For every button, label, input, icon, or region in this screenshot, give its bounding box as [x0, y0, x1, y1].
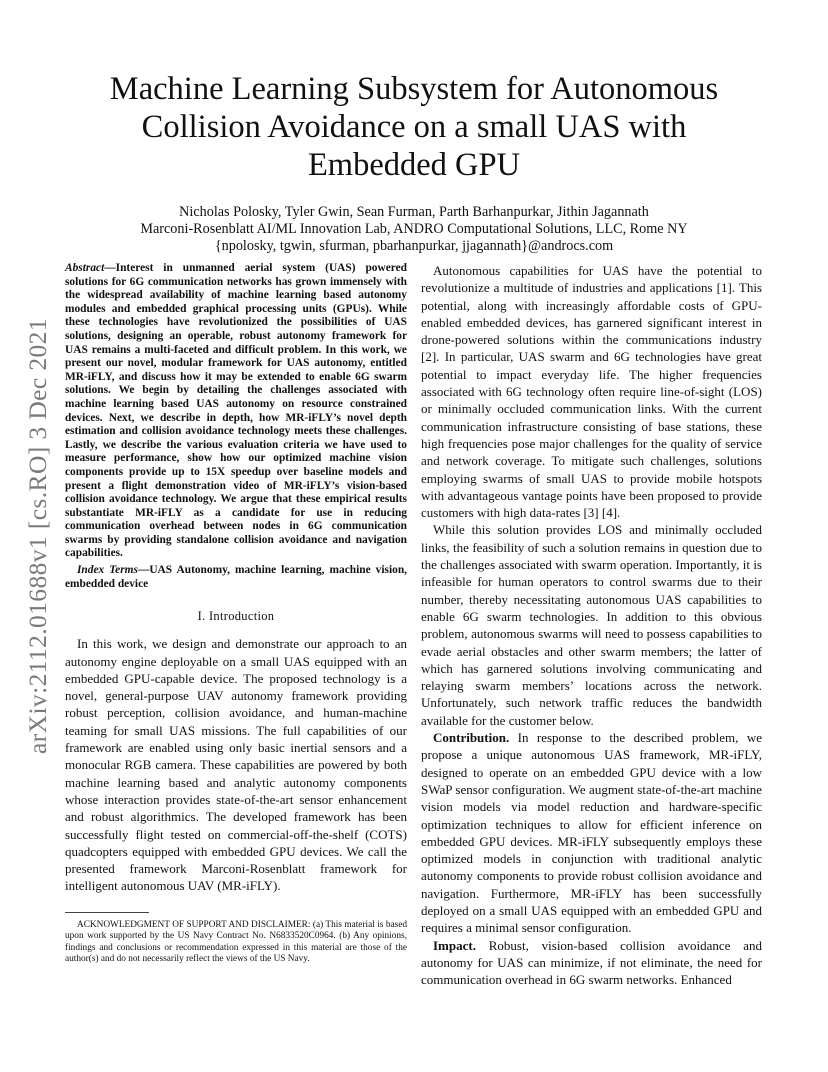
contribution-paragraph	[421, 729, 762, 937]
title-line: Machine Learning Subsystem for Autonomous	[109, 71, 719, 107]
section-heading-introduction: I. Introduction	[197, 609, 275, 624]
contribution-text: In response to the described problem, we propose a unique autonomous UAS framework, MR-iFLY, designed to operate on an embedded GPU device with a low SWaP sensor configuration. We augment state-of-the-art machine vision models via model reduction and hardware-specific optimization techniques to allow for efficient inference on embedded GPU devices. MR-iFLY subsequently employs these optimized models in conjunction with traditional analytic autonomy components to provide robust collision avoidance and navigation. Furthermore, MR-iFLY has been successfully deployed on a small UAS equipped with an embedded GPU and requires a minimal sensor configuration.	[421, 730, 762, 936]
arxiv-sidebar	[0, 0, 60, 1072]
acknowledgment-footnote: ACKNOWLEDGMENT OF SUPPORT AND DISCLAIMER: (a) This material is based upon work supported by the US Navy Contract No. N6833520C0964. (b) Any opinions, findings and conclusions or recommendation expressed in this material are those of the author(s) and do not necessarily reflect the views of the US Navy.	[65, 919, 407, 964]
body-paragraph: While this solution provides LOS and minimally occluded links, the feasibility of such a solution remains in question due to the challenges associated with swarm operation. Importantly, it is infeasible for human operators to control swarms due to their number, thereby necessitating autonomous UAS capabilities to enable 6G swarm technologies. In addition to this obvious problem, autonomous swarms will need to possess capabilities to evade aerial obstacles and other swarm members; the latter of which has garnered solutions involving communicating and relaying swarm members’ locations across the network. Unfortunately, such network traffic reduces the bandwidth available for the customer below.	[421, 522, 762, 728]
contribution-label: Contribution.	[433, 730, 510, 746]
title-line: Embedded GPU	[307, 147, 521, 183]
author-block	[60, 204, 768, 255]
left-column	[65, 262, 407, 965]
index-terms: Index Terms—UAS Autonomy, machine learning, machine vision, embedded device	[65, 564, 407, 590]
intro-paragraph: In this work, we design and demonstrate our approach to an autonomy engine deployable on a small UAS equipped with an embedded GPU-capable device. The proposed technology is a novel, general-purpose UAV autonomy framework providing robust perception, collision avoidance, and human-machine teaming for small UAS missions. The full capabilities of our framework are enabled using only basic inertial sensors and a monocular RGB camera. These capabilities are powered by both machine learning based and analytic autonomy components whose interaction provides state-of-the-art sensor enhancement and robust algorithmics. The developed framework has been successfully flight tested on commercial-off-the-shelf (COTS) quadcopters equipped with embedded GPU devices. We call the presented framework Marconi-Rosenblatt framework for intelligent autonomous UAV (MR-iFLY).	[65, 636, 407, 894]
abstract-label: Abstract	[65, 262, 105, 274]
impact-paragraph	[421, 937, 762, 989]
impact-text: Robust, vision-based collision avoidance and autonomy for UAS can minimize, if not eliminate, the need for communication overhead in 6G swarm networks. Enhanced	[421, 937, 762, 988]
impact-label: Impact.	[433, 937, 476, 953]
abstract: Abstract—Interest in unmanned aerial system (UAS) powered solutions for 6G communication networks has grown immensely with the widespread availability of machine learning based autonomy modules and embedded graphical processing units (GPUs). While these technologies have revolutionized the possibilities of UAS solutions, designing an operable, robust autonomy framework for UAS remains a multi-faceted and difficult problem. In this work, we present our novel, modular framework for UAS autonomy, entitled MR-iFLY, and discuss how it may be extended to enable 6G swarm solutions. We begin by detailing the challenges associated with machine learning based UAS autonomy on resource constrained devices. Next, we describe in depth, how MR-iFLY’s novel depth estimation and collision avoidance technology meets these challenges. Lastly, we describe the various evaluation criteria we have used to measure performance, show how our optimized machine vision components provide up to 15X speedup over baseline models and present a flight demonstration video of MR-iFLY’s vision-based collision avoidance technology. We argue that these empirical results substantiate MR-iFLY as a candidate for use in reducing communication overhead between nodes in 6G communication swarms by providing standalone collision avoidance and navigation capabilities.	[65, 262, 407, 560]
right-column	[421, 262, 762, 988]
index-terms-text: UAS Autonomy, machine learning, machine vision, embedded device	[65, 564, 407, 590]
index-terms-label: Index Terms	[77, 564, 138, 577]
body-paragraph: Autonomous capabilities for UAS have the potential to revolutionize a multitude of industries and applications [1]. This potential, along with increasingly affordable costs of GPU-enabled embedded devices, has garnered significant interest in drone-powered solutions within the communications industry [2]. In particular, UAS swarm and 6G technologies have great potential to impact everyday life. The higher frequencies associated with 6G technology often require line-of-sight (LOS) or minimally occluded communication links. With the current communication infrastructure consisting of base stations, these high frequencies pose major challenges for the quality of service and network coverage. To mitigate such challenges, solutions employing swarms of small UAS to provide mobile hotspots with advantageous vantage points have been proposed to provide customers with high data-rates [3] [4].	[421, 263, 762, 521]
author-emails: {npolosky, tgwin, sfurman, pbarhanpurkar, jjagannath}@androcs.com	[214, 238, 614, 254]
title-line: Collision Avoidance on a small UAS with	[141, 109, 687, 145]
author-affiliation: Marconi-Rosenblatt AI/ML Innovation Lab, ANDRO Computational Solutions, LLC, Rome NY	[140, 221, 688, 237]
footnote-rule	[65, 912, 149, 913]
author-names: Nicholas Polosky, Tyler Gwin, Sean Furman, Parth Barhanpurkar, Jithin Jagannath	[179, 204, 649, 220]
paper-title	[60, 70, 768, 184]
abstract-text: Interest in unmanned aerial system (UAS) powered solutions for 6G communication networks has grown immensely with the widespread availability of machine learning based autonomy modules and embedded graphical processing units (GPUs). While these technologies have revolutionized the possibilities of UAS solutions, designing an operable, robust autonomy framework for UAS remains a multi-faceted and difficult problem. In this work, we present our novel, modular framework for UAS autonomy, entitled MR-iFLY, and discuss how it may be extended to enable 6G swarm solutions. We begin by detailing the challenges associated with machine learning based UAS autonomy on resource constrained devices. Next, we describe in depth, how MR-iFLY’s novel depth estimation and collision avoidance technology meets these challenges. Lastly, we describe the various evaluation criteria we have used to measure performance, show how our optimized machine vision components provide up to 15X speedup over baseline models and present a flight demonstration video of MR-iFLY’s vision-based collision avoidance technology. We argue that these empirical results substantiate MR-iFLY as a candidate for use in reducing communication overhead between nodes in 6G communication swarms by providing standalone collision avoidance and navigation capabilities.	[65, 262, 407, 560]
arxiv-identifier: arXiv:2112.01688v1 [cs.RO] 3 Dec 2021	[23, 318, 52, 754]
